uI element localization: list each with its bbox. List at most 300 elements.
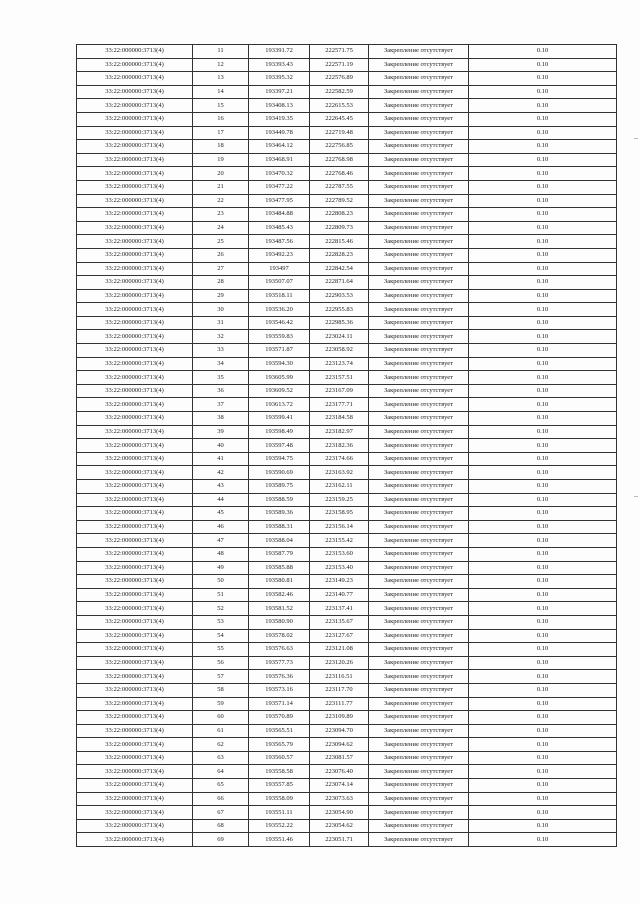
fixing-cell: Закрепление отсутствует xyxy=(369,588,469,602)
cadastral-number-cell: 33:22:000000:3713(4) xyxy=(77,425,193,439)
error-cell: 0.10 xyxy=(469,371,617,385)
fixing-cell: Закрепление отсутствует xyxy=(369,357,469,371)
point-number-cell: 20 xyxy=(193,167,249,181)
fixing-cell: Закрепление отсутствует xyxy=(369,262,469,276)
x-coordinate-cell: 193397.21 xyxy=(249,85,310,99)
point-number-cell: 58 xyxy=(193,683,249,697)
fixing-cell: Закрепление отсутствует xyxy=(369,303,469,317)
y-coordinate-cell: 223051.71 xyxy=(310,833,369,847)
cadastral-number-cell: 33:22:000000:3713(4) xyxy=(77,480,193,494)
cadastral-number-cell: 33:22:000000:3713(4) xyxy=(77,751,193,765)
point-number-cell: 69 xyxy=(193,833,249,847)
point-number-cell: 11 xyxy=(193,45,249,59)
fixing-cell: Закрепление отсутствует xyxy=(369,792,469,806)
point-number-cell: 45 xyxy=(193,507,249,521)
table-row xyxy=(77,58,617,72)
point-number-cell: 40 xyxy=(193,439,249,453)
coordinates-table-body xyxy=(77,45,617,847)
y-coordinate-cell: 223162.11 xyxy=(310,480,369,494)
point-number-cell: 36 xyxy=(193,384,249,398)
fixing-cell: Закрепление отсутствует xyxy=(369,670,469,684)
point-number-cell: 34 xyxy=(193,357,249,371)
point-number-cell: 19 xyxy=(193,153,249,167)
cadastral-number-cell: 33:22:000000:3713(4) xyxy=(77,575,193,589)
table-row xyxy=(77,371,617,385)
x-coordinate-cell: 193487.56 xyxy=(249,235,310,249)
error-cell: 0.10 xyxy=(469,520,617,534)
cadastral-number-cell: 33:22:000000:3713(4) xyxy=(77,344,193,358)
x-coordinate-cell: 193588.31 xyxy=(249,520,310,534)
table-row xyxy=(77,85,617,99)
x-coordinate-cell: 193597.48 xyxy=(249,439,310,453)
fixing-cell: Закрепление отсутствует xyxy=(369,439,469,453)
error-cell: 0.10 xyxy=(469,779,617,793)
error-cell: 0.10 xyxy=(469,235,617,249)
table-row xyxy=(77,221,617,235)
table-row xyxy=(77,615,617,629)
y-coordinate-cell: 223074.14 xyxy=(310,779,369,793)
x-coordinate-cell: 193573.16 xyxy=(249,683,310,697)
error-cell: 0.10 xyxy=(469,398,617,412)
fixing-cell: Закрепление отсутствует xyxy=(369,561,469,575)
x-coordinate-cell: 193588.04 xyxy=(249,534,310,548)
point-number-cell: 12 xyxy=(193,58,249,72)
table-row xyxy=(77,412,617,426)
x-coordinate-cell: 193477.22 xyxy=(249,180,310,194)
table-row xyxy=(77,112,617,126)
point-number-cell: 60 xyxy=(193,711,249,725)
cadastral-number-cell: 33:22:000000:3713(4) xyxy=(77,384,193,398)
x-coordinate-cell: 193484.88 xyxy=(249,208,310,222)
cadastral-number-cell: 33:22:000000:3713(4) xyxy=(77,779,193,793)
x-coordinate-cell: 193558.58 xyxy=(249,765,310,779)
table-row xyxy=(77,629,617,643)
table-row xyxy=(77,779,617,793)
cadastral-number-cell: 33:22:000000:3713(4) xyxy=(77,371,193,385)
cadastral-number-cell: 33:22:000000:3713(4) xyxy=(77,711,193,725)
fixing-cell: Закрепление отсутствует xyxy=(369,140,469,154)
table-row xyxy=(77,235,617,249)
error-cell: 0.10 xyxy=(469,194,617,208)
table-row xyxy=(77,833,617,847)
cadastral-number-cell: 33:22:000000:3713(4) xyxy=(77,99,193,113)
cadastral-number-cell: 33:22:000000:3713(4) xyxy=(77,398,193,412)
error-cell: 0.10 xyxy=(469,751,617,765)
y-coordinate-cell: 222809.73 xyxy=(310,221,369,235)
fixing-cell: Закрепление отсутствует xyxy=(369,629,469,643)
table-row xyxy=(77,262,617,276)
point-number-cell: 38 xyxy=(193,412,249,426)
y-coordinate-cell: 223159.25 xyxy=(310,493,369,507)
cadastral-number-cell: 33:22:000000:3713(4) xyxy=(77,289,193,303)
y-coordinate-cell: 222985.36 xyxy=(310,316,369,330)
table-row xyxy=(77,534,617,548)
error-cell: 0.10 xyxy=(469,656,617,670)
error-cell: 0.10 xyxy=(469,534,617,548)
x-coordinate-cell: 193551.11 xyxy=(249,806,310,820)
fixing-cell: Закрепление отсутствует xyxy=(369,194,469,208)
y-coordinate-cell: 223163.92 xyxy=(310,466,369,480)
cadastral-number-cell: 33:22:000000:3713(4) xyxy=(77,316,193,330)
cadastral-number-cell: 33:22:000000:3713(4) xyxy=(77,262,193,276)
point-number-cell: 66 xyxy=(193,792,249,806)
y-coordinate-cell: 223158.95 xyxy=(310,507,369,521)
table-row xyxy=(77,466,617,480)
point-number-cell: 26 xyxy=(193,248,249,262)
x-coordinate-cell: 193565.79 xyxy=(249,738,310,752)
cadastral-number-cell: 33:22:000000:3713(4) xyxy=(77,208,193,222)
table-row xyxy=(77,643,617,657)
error-cell: 0.10 xyxy=(469,425,617,439)
fixing-cell: Закрепление отсутствует xyxy=(369,316,469,330)
cadastral-number-cell: 33:22:000000:3713(4) xyxy=(77,670,193,684)
x-coordinate-cell: 193571.14 xyxy=(249,697,310,711)
fixing-cell: Закрепление отсутствует xyxy=(369,466,469,480)
error-cell: 0.10 xyxy=(469,45,617,59)
fixing-cell: Закрепление отсутствует xyxy=(369,221,469,235)
table-row xyxy=(77,806,617,820)
error-cell: 0.10 xyxy=(469,303,617,317)
cadastral-number-cell: 33:22:000000:3713(4) xyxy=(77,248,193,262)
error-cell: 0.10 xyxy=(469,112,617,126)
x-coordinate-cell: 193558.09 xyxy=(249,792,310,806)
fixing-cell: Закрепление отсутствует xyxy=(369,711,469,725)
x-coordinate-cell: 193594.30 xyxy=(249,357,310,371)
point-number-cell: 51 xyxy=(193,588,249,602)
x-coordinate-cell: 193587.79 xyxy=(249,547,310,561)
error-cell: 0.10 xyxy=(469,439,617,453)
cadastral-number-cell: 33:22:000000:3713(4) xyxy=(77,833,193,847)
fixing-cell: Закрепление отсутствует xyxy=(369,412,469,426)
cadastral-number-cell: 33:22:000000:3713(4) xyxy=(77,45,193,59)
table-row xyxy=(77,398,617,412)
y-coordinate-cell: 222828.23 xyxy=(310,248,369,262)
point-number-cell: 49 xyxy=(193,561,249,575)
error-cell: 0.10 xyxy=(469,262,617,276)
table-row xyxy=(77,520,617,534)
point-number-cell: 41 xyxy=(193,452,249,466)
y-coordinate-cell: 223182.97 xyxy=(310,425,369,439)
cadastral-number-cell: 33:22:000000:3713(4) xyxy=(77,72,193,86)
cadastral-number-cell: 33:22:000000:3713(4) xyxy=(77,466,193,480)
cadastral-number-cell: 33:22:000000:3713(4) xyxy=(77,140,193,154)
error-cell: 0.10 xyxy=(469,738,617,752)
table-row xyxy=(77,493,617,507)
table-row xyxy=(77,357,617,371)
cadastral-number-cell: 33:22:000000:3713(4) xyxy=(77,697,193,711)
y-coordinate-cell: 222787.55 xyxy=(310,180,369,194)
fixing-cell: Закрепление отсутствует xyxy=(369,534,469,548)
fixing-cell: Закрепление отсутствует xyxy=(369,520,469,534)
fixing-cell: Закрепление отсутствует xyxy=(369,819,469,833)
x-coordinate-cell: 193497 xyxy=(249,262,310,276)
point-number-cell: 23 xyxy=(193,208,249,222)
error-cell: 0.10 xyxy=(469,316,617,330)
cadastral-number-cell: 33:22:000000:3713(4) xyxy=(77,588,193,602)
table-row xyxy=(77,72,617,86)
error-cell: 0.10 xyxy=(469,493,617,507)
cadastral-number-cell: 33:22:000000:3713(4) xyxy=(77,58,193,72)
error-cell: 0.10 xyxy=(469,819,617,833)
cadastral-number-cell: 33:22:000000:3713(4) xyxy=(77,85,193,99)
point-number-cell: 57 xyxy=(193,670,249,684)
y-coordinate-cell: 223156.14 xyxy=(310,520,369,534)
error-cell: 0.10 xyxy=(469,153,617,167)
error-cell: 0.10 xyxy=(469,72,617,86)
point-number-cell: 42 xyxy=(193,466,249,480)
fixing-cell: Закрепление отсутствует xyxy=(369,344,469,358)
point-number-cell: 21 xyxy=(193,180,249,194)
point-number-cell: 46 xyxy=(193,520,249,534)
y-coordinate-cell: 223177.71 xyxy=(310,398,369,412)
error-cell: 0.10 xyxy=(469,412,617,426)
error-cell: 0.10 xyxy=(469,357,617,371)
point-number-cell: 54 xyxy=(193,629,249,643)
error-cell: 0.10 xyxy=(469,697,617,711)
error-cell: 0.10 xyxy=(469,833,617,847)
point-number-cell: 47 xyxy=(193,534,249,548)
y-coordinate-cell: 223127.67 xyxy=(310,629,369,643)
point-number-cell: 50 xyxy=(193,575,249,589)
y-coordinate-cell: 222789.52 xyxy=(310,194,369,208)
table-row xyxy=(77,765,617,779)
cadastral-number-cell: 33:22:000000:3713(4) xyxy=(77,534,193,548)
point-number-cell: 22 xyxy=(193,194,249,208)
fixing-cell: Закрепление отсутствует xyxy=(369,85,469,99)
fixing-cell: Закрепление отсутствует xyxy=(369,656,469,670)
y-coordinate-cell: 222903.53 xyxy=(310,289,369,303)
error-cell: 0.10 xyxy=(469,289,617,303)
x-coordinate-cell: 193609.52 xyxy=(249,384,310,398)
cadastral-number-cell: 33:22:000000:3713(4) xyxy=(77,819,193,833)
table-row xyxy=(77,480,617,494)
error-cell: 0.10 xyxy=(469,466,617,480)
y-coordinate-cell: 223073.63 xyxy=(310,792,369,806)
error-cell: 0.10 xyxy=(469,248,617,262)
point-number-cell: 15 xyxy=(193,99,249,113)
fixing-cell: Закрепление отсутствует xyxy=(369,697,469,711)
cadastral-number-cell: 33:22:000000:3713(4) xyxy=(77,330,193,344)
error-cell: 0.10 xyxy=(469,126,617,140)
point-number-cell: 67 xyxy=(193,806,249,820)
cadastral-number-cell: 33:22:000000:3713(4) xyxy=(77,765,193,779)
y-coordinate-cell: 222842.54 xyxy=(310,262,369,276)
x-coordinate-cell: 193408.13 xyxy=(249,99,310,113)
point-number-cell: 64 xyxy=(193,765,249,779)
cadastral-number-cell: 33:22:000000:3713(4) xyxy=(77,806,193,820)
point-number-cell: 44 xyxy=(193,493,249,507)
y-coordinate-cell: 222808.23 xyxy=(310,208,369,222)
point-number-cell: 24 xyxy=(193,221,249,235)
scan-artifact xyxy=(634,496,638,497)
y-coordinate-cell: 223116.51 xyxy=(310,670,369,684)
fixing-cell: Закрепление отсутствует xyxy=(369,507,469,521)
table-row xyxy=(77,792,617,806)
point-number-cell: 30 xyxy=(193,303,249,317)
error-cell: 0.10 xyxy=(469,507,617,521)
table-row xyxy=(77,711,617,725)
y-coordinate-cell: 223121.08 xyxy=(310,643,369,657)
error-cell: 0.10 xyxy=(469,208,617,222)
table-row xyxy=(77,561,617,575)
table-row xyxy=(77,547,617,561)
fixing-cell: Закрепление отсутствует xyxy=(369,58,469,72)
y-coordinate-cell: 222768.98 xyxy=(310,153,369,167)
y-coordinate-cell: 222768.46 xyxy=(310,167,369,181)
point-number-cell: 52 xyxy=(193,602,249,616)
x-coordinate-cell: 193577.73 xyxy=(249,656,310,670)
fixing-cell: Закрепление отсутствует xyxy=(369,425,469,439)
fixing-cell: Закрепление отсутствует xyxy=(369,643,469,657)
y-coordinate-cell: 223024.11 xyxy=(310,330,369,344)
x-coordinate-cell: 193582.46 xyxy=(249,588,310,602)
y-coordinate-cell: 223094.62 xyxy=(310,738,369,752)
x-coordinate-cell: 193585.88 xyxy=(249,561,310,575)
fixing-cell: Закрепление отсутствует xyxy=(369,779,469,793)
point-number-cell: 17 xyxy=(193,126,249,140)
error-cell: 0.10 xyxy=(469,683,617,697)
table-row xyxy=(77,670,617,684)
cadastral-number-cell: 33:22:000000:3713(4) xyxy=(77,167,193,181)
point-number-cell: 37 xyxy=(193,398,249,412)
x-coordinate-cell: 193559.83 xyxy=(249,330,310,344)
point-number-cell: 53 xyxy=(193,615,249,629)
y-coordinate-cell: 222576.89 xyxy=(310,72,369,86)
table-row xyxy=(77,153,617,167)
table-row xyxy=(77,45,617,59)
fixing-cell: Закрепление отсутствует xyxy=(369,493,469,507)
table-row xyxy=(77,303,617,317)
x-coordinate-cell: 193576.36 xyxy=(249,670,310,684)
fixing-cell: Закрепление отсутствует xyxy=(369,289,469,303)
x-coordinate-cell: 193578.02 xyxy=(249,629,310,643)
x-coordinate-cell: 193395.32 xyxy=(249,72,310,86)
cadastral-number-cell: 33:22:000000:3713(4) xyxy=(77,561,193,575)
cadastral-number-cell: 33:22:000000:3713(4) xyxy=(77,643,193,657)
point-number-cell: 13 xyxy=(193,72,249,86)
fixing-cell: Закрепление отсутствует xyxy=(369,72,469,86)
error-cell: 0.10 xyxy=(469,344,617,358)
x-coordinate-cell: 193393.43 xyxy=(249,58,310,72)
cadastral-number-cell: 33:22:000000:3713(4) xyxy=(77,412,193,426)
fixing-cell: Закрепление отсутствует xyxy=(369,126,469,140)
y-coordinate-cell: 223094.70 xyxy=(310,724,369,738)
y-coordinate-cell: 223109.89 xyxy=(310,711,369,725)
cadastral-number-cell: 33:22:000000:3713(4) xyxy=(77,602,193,616)
x-coordinate-cell: 193485.43 xyxy=(249,221,310,235)
y-coordinate-cell: 222571.75 xyxy=(310,45,369,59)
cadastral-number-cell: 33:22:000000:3713(4) xyxy=(77,303,193,317)
fixing-cell: Закрепление отсутствует xyxy=(369,806,469,820)
y-coordinate-cell: 223153.60 xyxy=(310,547,369,561)
y-coordinate-cell: 222871.64 xyxy=(310,276,369,290)
x-coordinate-cell: 193536.20 xyxy=(249,303,310,317)
point-number-cell: 63 xyxy=(193,751,249,765)
y-coordinate-cell: 223076.40 xyxy=(310,765,369,779)
cadastral-number-cell: 33:22:000000:3713(4) xyxy=(77,547,193,561)
x-coordinate-cell: 193588.59 xyxy=(249,493,310,507)
point-number-cell: 25 xyxy=(193,235,249,249)
error-cell: 0.10 xyxy=(469,330,617,344)
y-coordinate-cell: 222955.83 xyxy=(310,303,369,317)
y-coordinate-cell: 223058.92 xyxy=(310,344,369,358)
fixing-cell: Закрепление отсутствует xyxy=(369,833,469,847)
x-coordinate-cell: 193598.49 xyxy=(249,425,310,439)
error-cell: 0.10 xyxy=(469,180,617,194)
error-cell: 0.10 xyxy=(469,670,617,684)
table-row xyxy=(77,344,617,358)
error-cell: 0.10 xyxy=(469,792,617,806)
y-coordinate-cell: 223111.77 xyxy=(310,697,369,711)
x-coordinate-cell: 193571.87 xyxy=(249,344,310,358)
point-number-cell: 43 xyxy=(193,480,249,494)
table-row xyxy=(77,276,617,290)
y-coordinate-cell: 223117.70 xyxy=(310,683,369,697)
y-coordinate-cell: 223123.74 xyxy=(310,357,369,371)
x-coordinate-cell: 193552.22 xyxy=(249,819,310,833)
table-row xyxy=(77,575,617,589)
error-cell: 0.10 xyxy=(469,167,617,181)
error-cell: 0.10 xyxy=(469,384,617,398)
y-coordinate-cell: 222756.85 xyxy=(310,140,369,154)
point-number-cell: 27 xyxy=(193,262,249,276)
y-coordinate-cell: 222615.53 xyxy=(310,99,369,113)
fixing-cell: Закрепление отсутствует xyxy=(369,452,469,466)
x-coordinate-cell: 193449.78 xyxy=(249,126,310,140)
fixing-cell: Закрепление отсутствует xyxy=(369,384,469,398)
scan-artifact xyxy=(634,138,638,139)
fixing-cell: Закрепление отсутствует xyxy=(369,765,469,779)
y-coordinate-cell: 223184.58 xyxy=(310,412,369,426)
x-coordinate-cell: 193589.36 xyxy=(249,507,310,521)
point-number-cell: 29 xyxy=(193,289,249,303)
y-coordinate-cell: 223182.36 xyxy=(310,439,369,453)
x-coordinate-cell: 193468.91 xyxy=(249,153,310,167)
fixing-cell: Закрепление отсутствует xyxy=(369,153,469,167)
table-row xyxy=(77,99,617,113)
cadastral-number-cell: 33:22:000000:3713(4) xyxy=(77,792,193,806)
table-row xyxy=(77,289,617,303)
y-coordinate-cell: 223153.40 xyxy=(310,561,369,575)
fixing-cell: Закрепление отсутствует xyxy=(369,276,469,290)
cadastral-number-cell: 33:22:000000:3713(4) xyxy=(77,520,193,534)
x-coordinate-cell: 193560.57 xyxy=(249,751,310,765)
error-cell: 0.10 xyxy=(469,221,617,235)
cadastral-number-cell: 33:22:000000:3713(4) xyxy=(77,194,193,208)
x-coordinate-cell: 193419.35 xyxy=(249,112,310,126)
cadastral-number-cell: 33:22:000000:3713(4) xyxy=(77,738,193,752)
x-coordinate-cell: 193605.99 xyxy=(249,371,310,385)
x-coordinate-cell: 193551.46 xyxy=(249,833,310,847)
y-coordinate-cell: 222719.48 xyxy=(310,126,369,140)
table-row xyxy=(77,425,617,439)
fixing-cell: Закрепление отсутствует xyxy=(369,112,469,126)
point-number-cell: 16 xyxy=(193,112,249,126)
error-cell: 0.10 xyxy=(469,615,617,629)
fixing-cell: Закрепление отсутствует xyxy=(369,724,469,738)
table-row xyxy=(77,194,617,208)
error-cell: 0.10 xyxy=(469,58,617,72)
x-coordinate-cell: 193580.90 xyxy=(249,615,310,629)
y-coordinate-cell: 222582.59 xyxy=(310,85,369,99)
table-row xyxy=(77,248,617,262)
cadastral-number-cell: 33:22:000000:3713(4) xyxy=(77,629,193,643)
fixing-cell: Закрепление отсутствует xyxy=(369,180,469,194)
table-row xyxy=(77,167,617,181)
fixing-cell: Закрепление отсутствует xyxy=(369,235,469,249)
table-row xyxy=(77,316,617,330)
cadastral-number-cell: 33:22:000000:3713(4) xyxy=(77,656,193,670)
